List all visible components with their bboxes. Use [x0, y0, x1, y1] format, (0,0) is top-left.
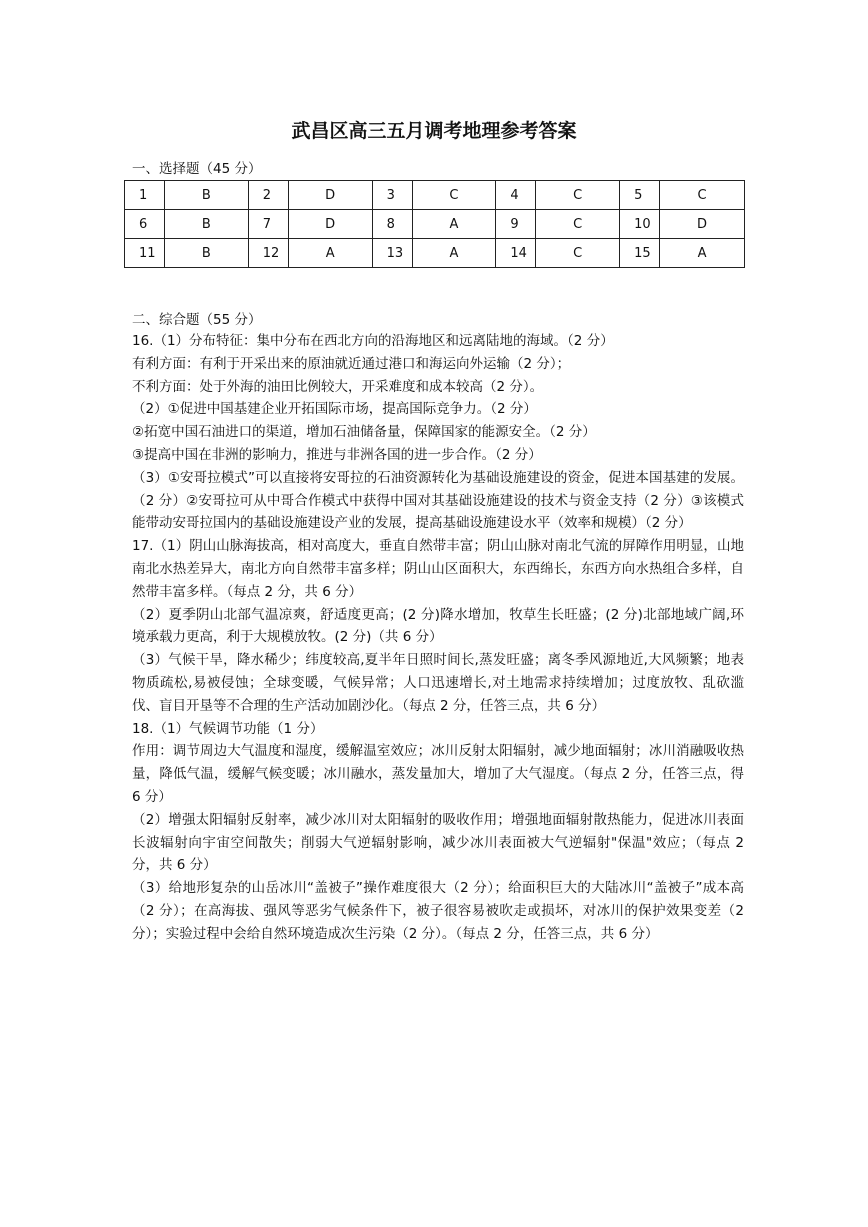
section-heading-comprehensive: 二、综合题（55 分）	[132, 312, 262, 328]
answer-paragraph: 16.（1）分布特征：集中分布在西北方向的沿海地区和远离陆地的海域。（2 分）	[132, 333, 614, 349]
answer-paragraph: （3）气候干旱，降水稀少；纬度较高,夏半年日照时间长,蒸发旺盛；离冬季风源地近,大风频繁；地表物质疏松,易被侵蚀；全球变暖，气候异常；人口迅速增长,对土地需求持续增加；过度放牧、乱砍滥伐、盲目开垦等不合理的生产活动加剧沙化。（每点 2 分，任答三点，共 6 分）	[132, 652, 744, 714]
answer-paragraph: 不利方面：处于外海的油田比例较大，开采难度和成本较高（2 分）。	[132, 378, 544, 395]
answer-paragraph: 17.（1）阴山山脉海拔高，相对高度大，垂直自然带丰富；阴山山脉对南北气流的屏障作用明显，山地南北水热差异大，南北方向自然带丰富多样；阴山山区面积大，东西绵长，东西方向水热组合多样，自然带丰富多样。（每点 2 分，共 6 分）	[132, 538, 744, 600]
answer-paragraph: ②拓宽中国石油进口的渠道，增加石油储备量，保障国家的能源安全。（2 分）	[132, 424, 596, 441]
answer-letter: A	[660, 239, 745, 268]
question-number: 1	[125, 181, 165, 210]
answer-letter: B	[164, 239, 248, 268]
answer-letter: B	[164, 210, 248, 239]
section-heading-choice: 一、选择题（45 分）	[132, 161, 262, 177]
answer-table	[124, 180, 745, 268]
answer-letter: A	[288, 239, 372, 268]
question-number: 7	[248, 210, 288, 239]
question-number: 4	[496, 181, 536, 210]
answer-letter: C	[660, 181, 745, 210]
question-number: 12	[248, 239, 288, 268]
question-number: 11	[125, 239, 165, 268]
answer-letter: D	[288, 181, 372, 210]
page-title: 武昌区高三五月调考地理参考答案	[291, 120, 577, 142]
answer-letter: C	[536, 239, 620, 268]
table-row	[125, 239, 745, 268]
answer-letter: D	[660, 210, 745, 239]
question-number: 3	[372, 181, 412, 210]
answer-letter: C	[412, 181, 496, 210]
answer-letter: B	[164, 181, 248, 210]
answer-paragraph: （3）给地形复杂的山岳冰川“盖被子”操作难度很大（2 分）；给面积巨大的大陆冰川“盖被子”成本高（2 分）；在高海拔、强风等恶劣气候条件下，被子很容易被吹走或损坏，对冰川的保护效果变差（2 分）；实验过程中会给自然环境造成次生污染（2 分）。（每点 2 分，任答三点，共 6 分）	[132, 880, 744, 942]
question-number: 8	[372, 210, 412, 239]
question-number: 2	[248, 181, 288, 210]
answer-paragraph: （2）增强太阳辐射反射率，减少冰川对太阳辐射的吸收作用；增强地面辐射散热能力，促进冰川表面长波辐射向宇宙空间散失；削弱大气逆辐射影响，减少冰川表面被大气逆辐射"保温"效应；（每点 2 分，共 6 分）	[132, 811, 744, 874]
answer-paragraph: （3）①安哥拉模式”可以直接将安哥拉的石油资源转化为基础设施建设的资金，促进本国基建的发展。（2 分）②安哥拉可从中哥合作模式中获得中国对其基础设施建设的技术与资金支持（2 分）③该模式能带动安哥拉国内的基础设施建设产业的发展，提高基础设施建设水平（效率和规模）（2 分）	[132, 469, 744, 532]
answer-paragraph: 18.（1）气候调节功能（1 分）	[132, 720, 324, 737]
question-number: 5	[620, 181, 660, 210]
answer-body	[132, 330, 744, 946]
question-number: 15	[620, 239, 660, 268]
question-number: 10	[620, 210, 660, 239]
answer-paragraph: （2）①促进中国基建企业开拓国际市场，提高国际竞争力。（2 分）	[132, 401, 537, 418]
question-number: 9	[496, 210, 536, 239]
answer-letter: D	[288, 210, 372, 239]
answer-letter: C	[536, 210, 620, 239]
answer-paragraph: 有利方面：有利于开采出来的原油就近通过港口和海运向外运输（2 分）；	[132, 355, 571, 372]
answer-letter: A	[412, 239, 496, 268]
answer-letter: C	[536, 181, 620, 210]
table-row	[125, 210, 745, 239]
answer-letter: A	[412, 210, 496, 239]
question-number: 13	[372, 239, 412, 268]
table-row	[125, 181, 745, 210]
answer-paragraph: （2）夏季阴山北部气温凉爽，舒适度更高；(2 分)降水增加，牧草生长旺盛；(2 分)北部地域广阔,环境承载力更高，利于大规模放牧。(2 分)（共 6 分）	[132, 606, 744, 646]
question-number: 6	[125, 210, 165, 239]
answer-paragraph: ③提高中国在非洲的影响力，推进与非洲各国的进一步合作。（2 分）	[132, 446, 542, 463]
question-number: 14	[496, 239, 536, 268]
answer-paragraph: 作用：调节周边大气温度和湿度，缓解温室效应；冰川反射太阳辐射，减少地面辐射；冰川消融吸收热量，降低气温，缓解气候变暖；冰川融水，蒸发量加大，增加了大气湿度。（每点 2 分，任答三点，得 6 分）	[132, 743, 744, 805]
